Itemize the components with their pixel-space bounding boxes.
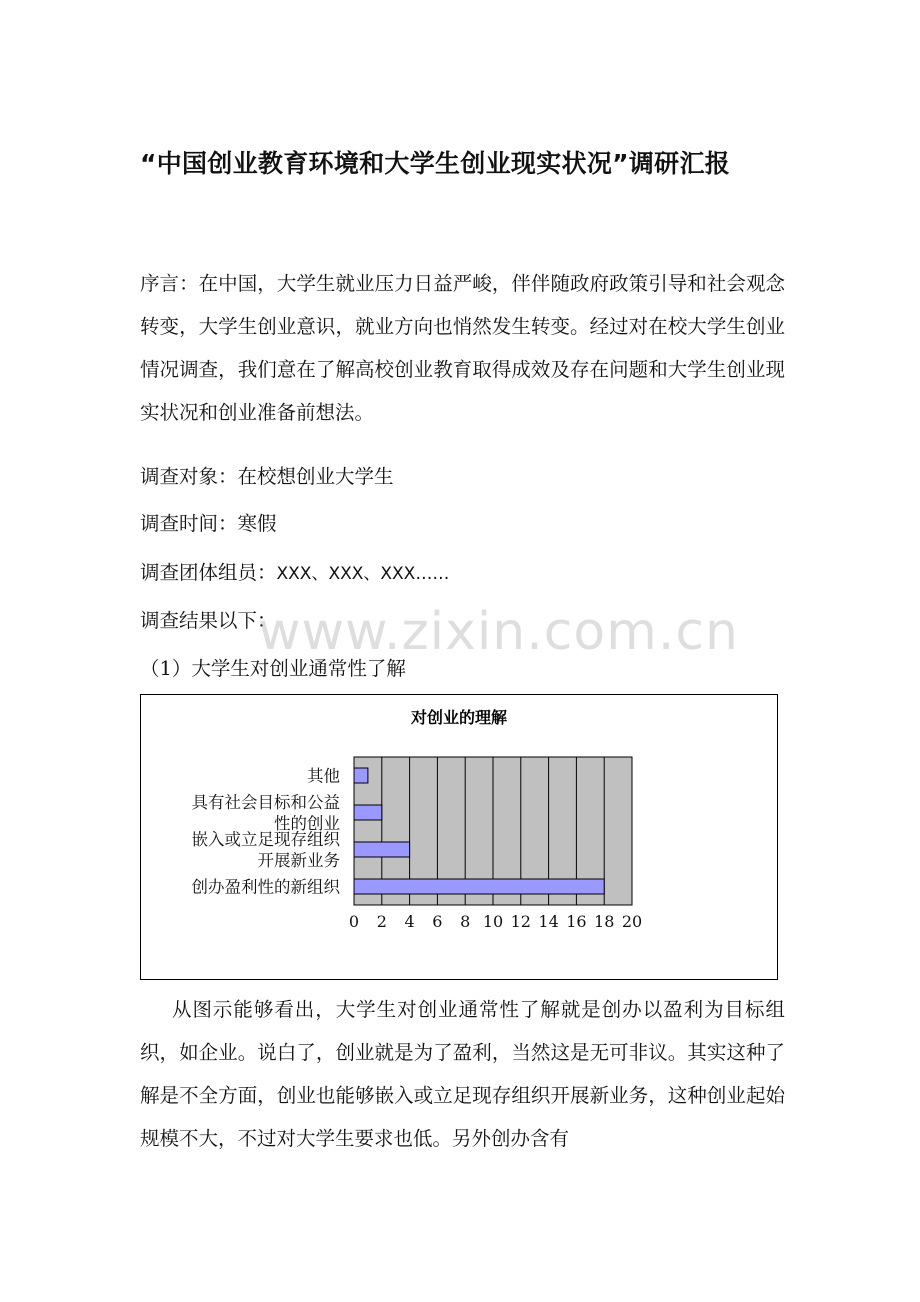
x-tick-label: 6 [432,912,443,931]
watermark-text: www.zixin.com.cn [258,602,739,662]
x-tick-label: 10 [482,912,504,931]
bar [354,768,368,783]
bar-chart [141,695,777,979]
x-tick-label: 0 [348,912,360,931]
chart-container [140,694,778,980]
y-category-label: 性的创业 [274,814,340,833]
x-tick-label: 20 [621,912,643,931]
x-tick-label: 2 [376,912,387,931]
x-tick-label: 16 [566,912,587,931]
x-tick-label: 12 [510,912,531,931]
bar [354,805,382,820]
survey-members [140,558,449,589]
analysis-paragraph: 从图示能够看出，大学生对创业通常性了解就是创办以盈利为目标组织，如企业。说白了，创业就是为了盈利，当然这是无可非议。其实这种了解是不全方面，创业也能够嵌入或立足现存组织开展新业务，这种创业起始规模不大，不过对大学生要求也低。另外创办含有 [140,998,785,1150]
survey-members-label: 调查团体组员： [140,561,277,584]
document-title: “中国创业教育环境和大学生创业现实状况”调研汇报 [140,149,731,178]
y-category-label: 开展新业务 [257,851,340,870]
chart-title: 对创业的理解 [410,708,508,727]
y-category-label: 嵌入或立足现存组织 [191,830,340,849]
y-category-label: 具有社会目标和公益 [191,793,340,812]
y-category-label: 创办盈利性的新组织 [191,877,340,897]
section-1-heading: （1）大学生对创业通常性了解 [140,657,406,680]
x-tick-label: 18 [594,912,615,931]
x-tick-label: 8 [460,912,471,931]
bar [354,879,604,894]
intro-paragraph: 序言：在中国，大学生就业压力日益严峻，伴伴随政府政策引导和社会观念转变，大学生创业意识，就业方向也悄然发生转变。经过对在校大学生创业情况调查，我们意在了解高校创业教育取得成效及存在问题和大学生创业现实状况和创业准备前想法。 [140,272,785,424]
y-category-label: 其他 [307,766,340,786]
survey-members-names: XXX、XXX、XXX…… [276,564,450,584]
x-tick-label: 14 [538,912,559,931]
survey-time: 调查时间：寒假 [140,512,277,535]
x-tick-label: 4 [404,912,415,931]
results-heading: 调查结果以下： [140,609,277,632]
bar [354,842,410,857]
survey-target: 调查对象：在校想创业大学生 [140,465,394,488]
